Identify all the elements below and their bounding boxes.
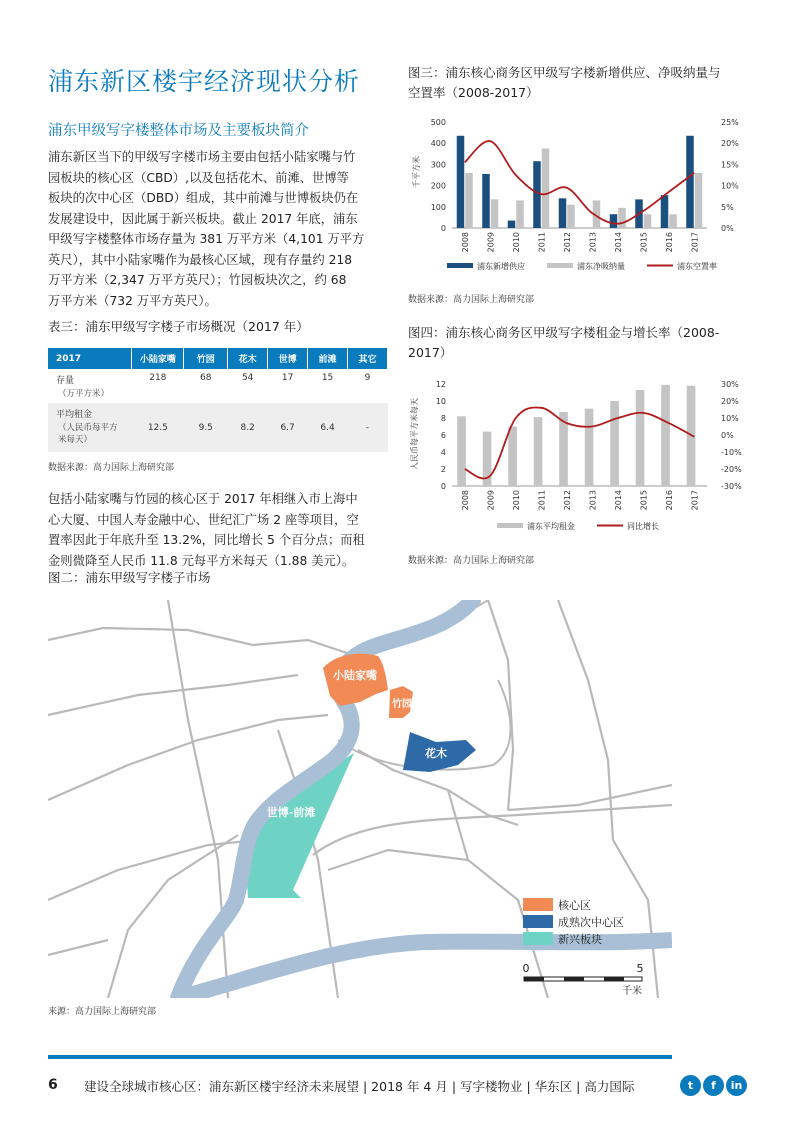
submarket-table xyxy=(48,348,388,452)
chart3-series-line xyxy=(465,141,695,224)
legend-label: 新兴板块 xyxy=(558,933,602,946)
intro-line: 发展建设中，因此属于新兴板块。截止 2017 年底，浦东 xyxy=(48,211,358,226)
legend-label: 浦东空置率 xyxy=(677,262,717,271)
core-line: 心大厦、中国人寿金融中心、世纪汇广场 2 座等项目，空 xyxy=(48,512,359,527)
intro-line: 万平方米（2,347 万平方英尺）；竹园板块次之，约 68 xyxy=(48,273,347,287)
table-cell: 6.7 xyxy=(268,403,308,452)
x-tick-label: 2012 xyxy=(562,490,572,511)
page-title: 浦东新区楼宇经济现状分析 xyxy=(48,67,361,96)
linkedin-icon[interactable]: in xyxy=(726,1075,747,1096)
twitter-icon[interactable]: t xyxy=(680,1075,701,1096)
x-tick-label: 2009 xyxy=(486,232,496,253)
table-header-row xyxy=(48,348,388,369)
table-cell: 15 xyxy=(308,369,348,403)
y-tick-label: 2 xyxy=(440,465,446,474)
y-tick-label: 300 xyxy=(430,160,446,170)
y-tick-label: 500 xyxy=(430,118,446,127)
y2-tick-label: -10% xyxy=(721,448,742,457)
chart4-caption-line: 图四：浦东核心商务区甲级写字楼租金与增长率（2008- xyxy=(408,325,720,340)
bar-primary xyxy=(610,401,619,486)
y2-tick-label: 25% xyxy=(721,118,739,127)
core-paragraph xyxy=(48,489,365,571)
section-title: 浦东甲级写字楼整体市场及主要板块简介 xyxy=(48,123,309,139)
legend-label: 成熟次中心区 xyxy=(558,916,624,929)
bar-secondary xyxy=(644,214,652,228)
legend-swatch xyxy=(447,263,473,268)
bar-secondary xyxy=(542,149,550,229)
scale-unit: 千米 xyxy=(622,986,642,997)
x-tick-label: 2013 xyxy=(588,490,598,511)
chart4-series-line xyxy=(465,407,695,478)
y-tick-label: 12 xyxy=(435,380,446,389)
row-label xyxy=(48,403,132,452)
row-unit: （万平方米） xyxy=(58,389,110,399)
shibo-qiantan-label: 世博-前滩 xyxy=(266,806,316,819)
table-cell: 12.5 xyxy=(132,403,184,452)
table-cell: 9.5 xyxy=(184,403,228,452)
bar-primary xyxy=(661,195,669,228)
map xyxy=(48,600,672,998)
bar-primary xyxy=(457,416,466,486)
bar-secondary xyxy=(465,173,473,228)
y2-tick-label: 0% xyxy=(721,431,734,440)
y2-tick-label: 10% xyxy=(721,414,739,423)
y2-tick-label: 20% xyxy=(721,397,739,406)
core-line: 置率因此于年底升至 13.2%，同比增长 5 个百分点；而租 xyxy=(48,533,365,547)
intro-line: 甲级写字楼整体市场存量为 381 万平方米（4,101 万平方 xyxy=(48,232,365,246)
x-tick-label: 2015 xyxy=(639,232,649,253)
x-tick-label: 2017 xyxy=(690,490,700,511)
bar-primary xyxy=(585,409,594,486)
x-tick-label: 2012 xyxy=(562,232,572,253)
y-tick-label: 10 xyxy=(435,397,446,406)
legend-label: 浦东平均租金 xyxy=(527,522,575,531)
x-tick-label: 2010 xyxy=(511,490,521,511)
scale-start: 0 xyxy=(522,962,530,975)
y-tick-label: 0 xyxy=(440,482,446,491)
x-tick-label: 2011 xyxy=(537,490,547,511)
table-cell: 8.2 xyxy=(228,403,268,452)
y2-tick-label: 30% xyxy=(721,380,739,389)
y2-tick-label: 15% xyxy=(721,160,739,170)
table-cell: 9 xyxy=(348,369,388,403)
table-cell: 17 xyxy=(268,369,308,403)
xiaolujiazui-label: 小陆家嘴 xyxy=(333,669,377,682)
core-line: 包括小陆家嘴与竹园的核心区于 2017 年相继入市上海中 xyxy=(48,492,358,506)
facebook-icon[interactable]: f xyxy=(703,1075,724,1096)
y-tick-label: 6 xyxy=(440,431,446,440)
x-tick-label: 2017 xyxy=(690,232,700,253)
bar-primary xyxy=(508,427,517,487)
table-header: 竹园 xyxy=(184,348,228,369)
footer-rule xyxy=(48,1055,672,1059)
intro-paragraph xyxy=(48,147,364,311)
y2-tick-label: -20% xyxy=(721,465,742,474)
bar-primary xyxy=(533,161,541,228)
table-row xyxy=(48,369,388,403)
chart3-y-label: 千平方米 xyxy=(412,156,421,188)
chart3 xyxy=(405,112,750,282)
x-tick-label: 2014 xyxy=(613,232,623,253)
legend-label: 同比增长 xyxy=(627,522,659,531)
chart3-caption-line: 图三：浦东核心商务区甲级写字楼新增供应、净吸纳量与 xyxy=(408,65,721,80)
bar-primary xyxy=(534,417,543,486)
chart4-y-label: 人民币每平方米每天 xyxy=(410,398,419,470)
scale-end: 5 xyxy=(636,962,644,975)
map-source: 来源：高力国际上海研究部 xyxy=(48,1007,157,1017)
legend-swatch xyxy=(547,263,573,268)
y-tick-label: 0 xyxy=(440,224,446,233)
row-label xyxy=(48,369,132,403)
row-label-text: 平均租金 xyxy=(56,410,93,420)
y2-tick-label: -30% xyxy=(721,482,742,491)
row-label-text: 存量 xyxy=(56,376,75,386)
x-tick-label: 2016 xyxy=(664,490,674,511)
table-cell: 68 xyxy=(184,369,228,403)
chart3-source: 数据来源：高力国际上海研究部 xyxy=(408,295,535,305)
legend-label: 核心区 xyxy=(558,899,591,912)
table-source: 数据来源：高力国际上海研究部 xyxy=(48,463,175,473)
bar-secondary xyxy=(695,173,703,228)
chart4-caption xyxy=(408,323,719,363)
zhuyuan-label: 竹园 xyxy=(392,699,412,710)
x-tick-label: 2016 xyxy=(664,232,674,253)
bar-primary xyxy=(457,136,465,228)
huamu-label: 花木 xyxy=(425,747,447,760)
x-tick-label: 2011 xyxy=(537,232,547,253)
legend-swatch xyxy=(497,523,523,528)
table-header: 前滩 xyxy=(308,348,348,369)
bar-primary xyxy=(559,198,567,228)
x-tick-label: 2014 xyxy=(613,490,623,511)
y2-tick-label: 0% xyxy=(721,224,734,233)
y-tick-label: 100 xyxy=(430,202,446,212)
row-unit xyxy=(56,422,132,446)
bar-secondary xyxy=(491,199,499,228)
bar-primary xyxy=(661,385,670,486)
bar-secondary xyxy=(567,205,575,228)
x-tick-label: 2010 xyxy=(511,232,521,253)
chart4-caption-line: 2017） xyxy=(408,345,453,360)
core-line: 金则微降至人民币 11.8 元每平方米每天（1.88 美元）。 xyxy=(48,553,355,568)
x-tick-label: 2013 xyxy=(588,232,598,253)
x-tick-label: 2008 xyxy=(460,490,470,511)
legend-swatch-core xyxy=(523,898,553,911)
x-tick-label: 2009 xyxy=(486,490,496,511)
y-tick-label: 4 xyxy=(440,448,446,457)
x-tick-label: 2015 xyxy=(639,490,649,511)
bar-secondary xyxy=(618,208,626,228)
bar-primary xyxy=(686,136,694,228)
intro-line: 浦东新区当下的甲级写字楼市场主要由包括小陆家嘴与竹 xyxy=(48,150,356,164)
intro-line: 英尺），其中小陆家嘴作为最核心区域，现有存量约 218 xyxy=(48,252,353,267)
y2-tick-label: 10% xyxy=(721,181,739,191)
table-caption: 表三：浦东甲级写字楼子市场概况（2017 年） xyxy=(48,319,309,334)
table-header: 2017 xyxy=(48,348,132,369)
x-tick-label: 2008 xyxy=(460,232,470,253)
legend-swatch-mature xyxy=(523,915,553,928)
table-header: 小陆家嘴 xyxy=(132,348,184,369)
map-caption: 图二：浦东甲级写字楼子市场 xyxy=(48,570,211,585)
bar-primary xyxy=(508,221,516,228)
row-unit-line: （人民币每平方 xyxy=(58,423,118,433)
chart4 xyxy=(405,374,750,544)
legend-swatch-emerging xyxy=(523,932,553,945)
bar-primary xyxy=(636,390,645,486)
y-tick-label: 8 xyxy=(440,414,446,423)
table-cell: 218 xyxy=(132,369,184,403)
y2-tick-label: 20% xyxy=(721,139,739,149)
bar-primary xyxy=(482,174,490,228)
row-unit-line: 米每天） xyxy=(58,435,93,445)
table-header: 花木 xyxy=(228,348,268,369)
y2-tick-label: 5% xyxy=(721,202,734,212)
intro-line: 万平方米（732 万平方英尺）。 xyxy=(48,293,217,308)
bar-primary xyxy=(610,214,618,228)
table-header: 其它 xyxy=(348,348,388,369)
table-row xyxy=(48,403,388,452)
table-cell: 54 xyxy=(228,369,268,403)
footer-text: 建设全球城市核心区：浦东新区楼宇经济未来展望 | 2018 年 4 月 | 写字楼物业 | 华东区 | 高力国际 xyxy=(84,1079,635,1094)
chart3-caption xyxy=(408,63,721,103)
table-cell: - xyxy=(348,403,388,452)
y-tick-label: 200 xyxy=(430,181,446,191)
page-number: 6 xyxy=(48,1077,58,1093)
intro-line: 园板块的核心区（CBD）,以及包括花木、前滩、世博等 xyxy=(48,170,349,185)
bar-secondary xyxy=(669,214,677,228)
bar-secondary xyxy=(516,200,524,228)
table-header: 世博 xyxy=(268,348,308,369)
intro-line: 板块的次中心区（DBD）组成，其中前滩与世博板块仍在 xyxy=(48,191,359,205)
y-tick-label: 400 xyxy=(430,139,446,149)
chart4-source: 数据来源：高力国际上海研究部 xyxy=(408,556,535,566)
chart3-caption-line: 空置率（2008-2017） xyxy=(408,85,539,100)
legend-label: 浦东净吸纳量 xyxy=(577,262,625,271)
legend-label: 浦东新增供应 xyxy=(477,262,525,271)
table-cell: 6.4 xyxy=(308,403,348,452)
